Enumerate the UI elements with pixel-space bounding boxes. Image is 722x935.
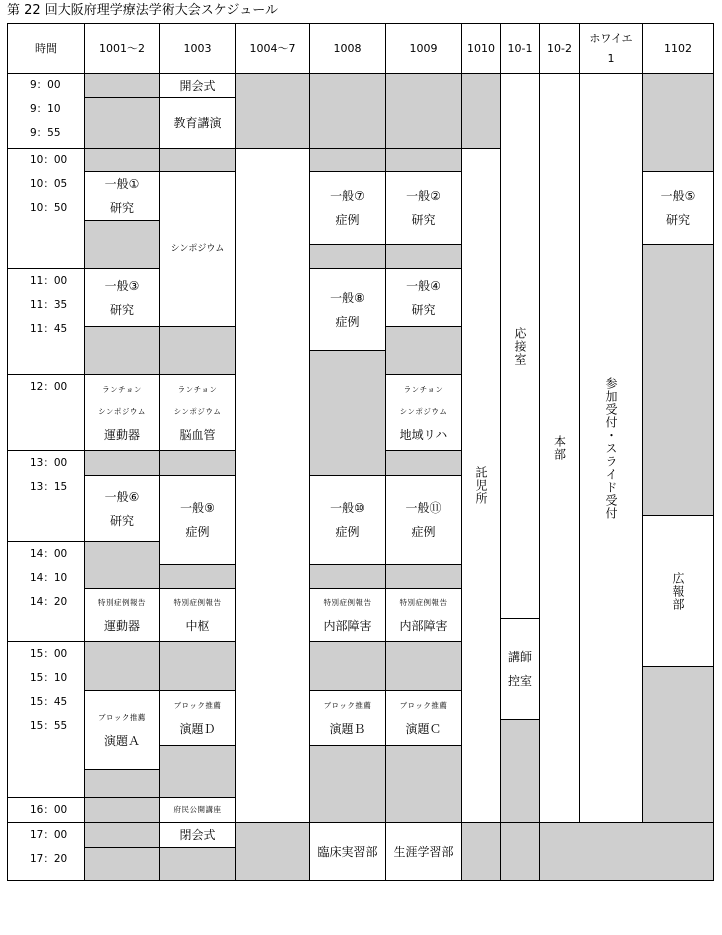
empty-slot	[159, 641, 236, 691]
time-label: 14：10	[30, 572, 68, 584]
time-label: 10：05	[30, 178, 68, 190]
time-label: 11：35	[30, 299, 68, 311]
empty-slot	[539, 822, 714, 881]
empty-slot	[309, 350, 386, 476]
time-block-14	[7, 541, 85, 642]
empty-slot	[84, 326, 160, 375]
session-block-topic-c: ブロック推薦 演題Ｃ	[385, 690, 462, 746]
time-block-12	[7, 374, 85, 451]
session-ippan8: 一般⑧ 症例	[309, 268, 386, 351]
time-label: 17：00	[30, 829, 68, 841]
time-label: 15：55	[30, 720, 68, 732]
session-luncheon-motor: ランチョン シンポジウム 運動器	[84, 374, 160, 451]
empty-slot	[84, 73, 160, 98]
time-block-15	[7, 641, 85, 798]
header-room-1102: 1102	[642, 23, 714, 74]
empty-slot	[461, 73, 501, 149]
empty-slot	[642, 244, 714, 516]
session-ippan10: 一般⑩ 症例	[309, 475, 386, 565]
empty-slot	[159, 564, 236, 589]
time-block-morning	[7, 73, 85, 149]
session-ippan1: 一般① 研究	[84, 171, 160, 221]
session-ippan6: 一般⑥ 研究	[84, 475, 160, 542]
empty-slot	[84, 97, 160, 149]
room-lecturer-waiting: 講師 控室	[500, 618, 540, 720]
time-label: 11：00	[30, 275, 68, 287]
time-label: 10：00	[30, 154, 68, 166]
header-room-1010: 1010	[461, 23, 501, 74]
time-label: 11：45	[30, 323, 68, 335]
header-room-10-2: 10-2	[539, 23, 580, 74]
empty-slot	[309, 73, 386, 149]
empty-slot	[642, 73, 714, 172]
session-ippan5: 一般⑤ 研究	[642, 171, 714, 245]
session-ippan11: 一般⑪ 症例	[385, 475, 462, 565]
empty-slot	[84, 541, 160, 589]
header-room-1008: 1008	[309, 23, 386, 74]
session-lifelong-learning: 生涯学習部	[385, 822, 462, 881]
empty-slot	[159, 745, 236, 798]
empty-slot	[84, 450, 160, 476]
empty-slot	[385, 745, 462, 823]
session-block-topic-a: ブロック推薦 演題Ａ	[84, 690, 160, 770]
empty-slot	[385, 148, 462, 172]
time-label: 13：15	[30, 481, 68, 493]
header-time: 時間	[7, 23, 85, 74]
session-closing: 閉会式	[159, 822, 236, 848]
empty-slot	[385, 244, 462, 269]
session-symposium: シンポジウム	[159, 171, 236, 327]
empty-slot	[159, 148, 236, 172]
empty-slot	[84, 220, 160, 269]
room-pr: 広報部	[642, 515, 714, 667]
session-special-case-central: 特別症例報告 中枢	[159, 588, 236, 642]
empty-slot	[159, 326, 236, 375]
time-label: 9：00	[30, 79, 61, 91]
time-label: 17：20	[30, 853, 68, 865]
time-label: 10：50	[30, 202, 68, 214]
time-block-16	[7, 797, 85, 823]
session-special-case-internal-1008: 特別症例報告 内部障害	[309, 588, 386, 642]
session-ippan3: 一般③ 研究	[84, 268, 160, 327]
time-block-13	[7, 450, 85, 542]
session-luncheon-community: ランチョン シンポジウム 地域リハ	[385, 374, 462, 451]
time-label: 15：45	[30, 696, 68, 708]
empty-slot	[500, 719, 540, 823]
session-special-case-motor: 特別症例報告 運動器	[84, 588, 160, 642]
open-slot	[235, 148, 310, 823]
session-clinical-training: 臨床実習部	[309, 822, 386, 881]
empty-slot	[642, 666, 714, 823]
session-ippan7: 一般⑦ 症例	[309, 171, 386, 245]
empty-slot	[309, 641, 386, 691]
session-ippan9: 一般⑨ 症例	[159, 475, 236, 565]
empty-slot	[159, 847, 236, 881]
header-room-10-1: 10-1	[500, 23, 540, 74]
session-ippan4: 一般④ 研究	[385, 268, 462, 327]
empty-slot	[385, 73, 462, 149]
room-nursery: 託児所	[461, 148, 501, 823]
session-special-case-internal-1009: 特別症例報告 内部障害	[385, 588, 462, 642]
empty-slot	[84, 847, 160, 881]
empty-slot	[309, 244, 386, 269]
time-label: 12：00	[30, 381, 68, 393]
empty-slot	[84, 822, 160, 848]
empty-slot	[309, 564, 386, 589]
empty-slot	[84, 148, 160, 172]
room-reception: 応接室	[500, 73, 540, 619]
empty-slot	[461, 822, 501, 881]
empty-slot	[385, 326, 462, 375]
empty-slot	[84, 641, 160, 691]
empty-slot	[385, 450, 462, 476]
time-label: 15：10	[30, 672, 68, 684]
page-title: 第 22 回大阪府理学療法学術大会スケジュール	[7, 3, 279, 18]
empty-slot	[235, 73, 310, 149]
empty-slot	[309, 148, 386, 172]
time-block-10	[7, 148, 85, 269]
header-room-1004-7: 1004～7	[235, 23, 310, 74]
time-label: 9：10	[30, 103, 61, 115]
time-block-11	[7, 268, 85, 375]
session-block-topic-b: ブロック推薦 演題Ｂ	[309, 690, 386, 746]
header-room-1001-2: 1001～2	[84, 23, 160, 74]
time-block-17	[7, 822, 85, 881]
header-room-1003: 1003	[159, 23, 236, 74]
empty-slot	[309, 745, 386, 823]
session-public-lecture: 府民公開講座	[159, 797, 236, 823]
empty-slot	[84, 769, 160, 798]
time-label: 14：20	[30, 596, 68, 608]
session-education-lecture: 教育講演	[159, 97, 236, 149]
empty-slot	[159, 450, 236, 476]
session-luncheon-cerebro: ランチョン シンポジウム 脳血管	[159, 374, 236, 451]
empty-slot	[500, 822, 540, 881]
empty-slot	[385, 641, 462, 691]
time-label: 16：00	[30, 804, 68, 816]
time-label: 13：00	[30, 457, 68, 469]
area-registration: 参加受付・スライド受付	[579, 73, 643, 823]
time-label: 14：00	[30, 548, 68, 560]
header-room-1009: 1009	[385, 23, 462, 74]
time-label: 9：55	[30, 127, 61, 139]
empty-slot	[84, 797, 160, 823]
header-room-foyer-1: ホワイエ 1	[579, 23, 643, 74]
session-opening: 開会式	[159, 73, 236, 98]
empty-slot	[235, 822, 310, 881]
room-headquarters: 本部	[539, 73, 580, 823]
empty-slot	[385, 564, 462, 589]
session-block-topic-d: ブロック推薦 演題Ｄ	[159, 690, 236, 746]
session-ippan2: 一般② 研究	[385, 171, 462, 245]
time-label: 15：00	[30, 648, 68, 660]
